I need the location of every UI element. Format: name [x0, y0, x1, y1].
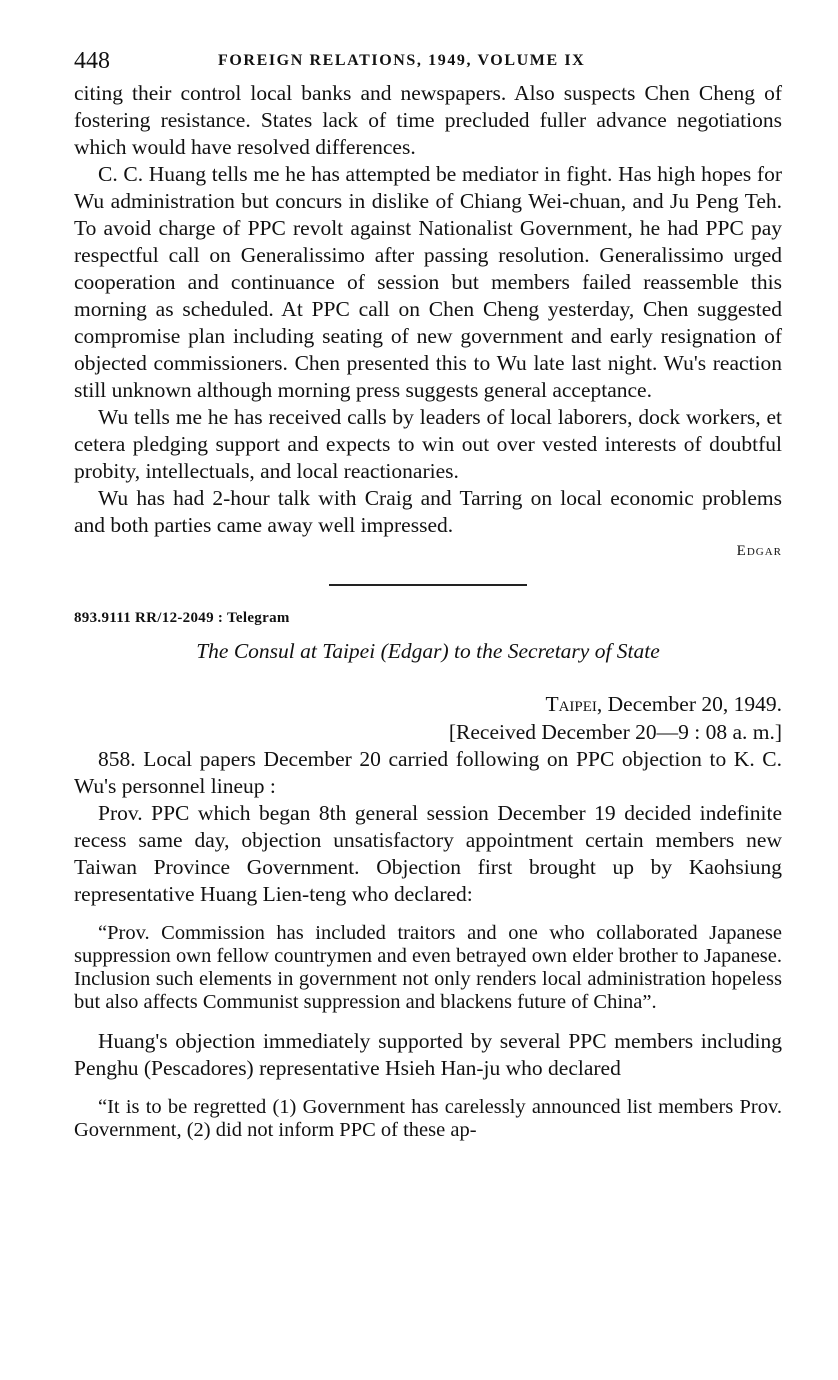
paragraph-continued: citing their control local banks and newspapers. Also suspects Chen Cheng of fostering resistance. States lack of time precluded fuller advance negotiations which would have resolved differences.: [74, 81, 782, 159]
signature: Edgar: [736, 543, 782, 559]
running-head: FOREIGN RELATIONS, 1949, VOLUME IX: [218, 52, 586, 69]
dateline: [74, 690, 782, 718]
file-reference: 893.9111 RR/12-2049 : Telegram: [74, 610, 290, 626]
section-divider: [329, 584, 527, 586]
dateline-date: , December 20, 1949.: [596, 692, 782, 716]
quote-hsieh-han-ju: [74, 1096, 782, 1142]
page-header: [74, 44, 782, 80]
quote-huang-lien-teng: [74, 922, 782, 1014]
paragraph-huang-mediator: C. C. Huang tells me he has attempted be mediator in fight. Has high hopes for Wu administration but concurs in dislike of Chiang Wei-chuan, and Ju Peng Teh. To avoid charge of PPC revolt against Nationalist Government, he had PPC pay respectful call on Generalissimo after passing resolution. Generalissimo urged cooperation and continuance of session but members failed reassemble this morning as scheduled. At PPC call on Chen Cheng yesterday, Chen suggested compromise plan including seating of new government and early resignation of objected commissioners. Chen presented this to Wu late last night. Wu's reaction still unknown although morning press suggests general acceptance.: [74, 162, 782, 402]
quote-text: “Prov. Commission has included traitors and one who collaborated Japanese suppression own fellow countrymen and even betrayed own elder brother to Japanese. Inclusion such elements in government not only renders local administration hopeless but also affects Communist suppression and blackens future of China”.: [74, 922, 782, 1013]
received-line: [Received December 20—9 : 08 a. m.]: [448, 720, 782, 744]
paragraph-huang-objection: Huang's objection immediately supported by several PPC members including Penghu (Pescadores) representative Hsieh Han-ju who declared: [74, 1029, 782, 1080]
quote-text: “It is to be regretted (1) Government has carelessly announced list members Prov. Government, (2) did not inform PPC of these ap-: [74, 1096, 782, 1141]
paragraph-ppc-recess: Prov. PPC which began 8th general session December 19 decided indefinite recess same day, objection unsatisfactory appointment certain members new Taiwan Province Government. Objection first brought up by Kaohsiung representative Huang Lien-teng who declared:: [74, 801, 782, 906]
document-title: The Consul at Taipei (Edgar) to the Secretary of State: [196, 639, 660, 663]
paragraph-wu-support: Wu tells me he has received calls by leaders of local laborers, dock workers, et cetera pledging support and expects to win out over vested interests of doubtful probity, intellectuals, and local reactionaries.: [74, 405, 782, 483]
paragraph-858: 858. Local papers December 20 carried following on PPC objection to K. C. Wu's personnel lineup :: [74, 747, 782, 798]
dateline-place: Taipei: [545, 692, 597, 716]
paragraph-wu-talk: Wu has had 2-hour talk with Craig and Tarring on local economic problems and both parties came away well impressed.: [74, 486, 782, 537]
page-number: 448: [74, 48, 110, 74]
document-page: [74, 44, 782, 1156]
